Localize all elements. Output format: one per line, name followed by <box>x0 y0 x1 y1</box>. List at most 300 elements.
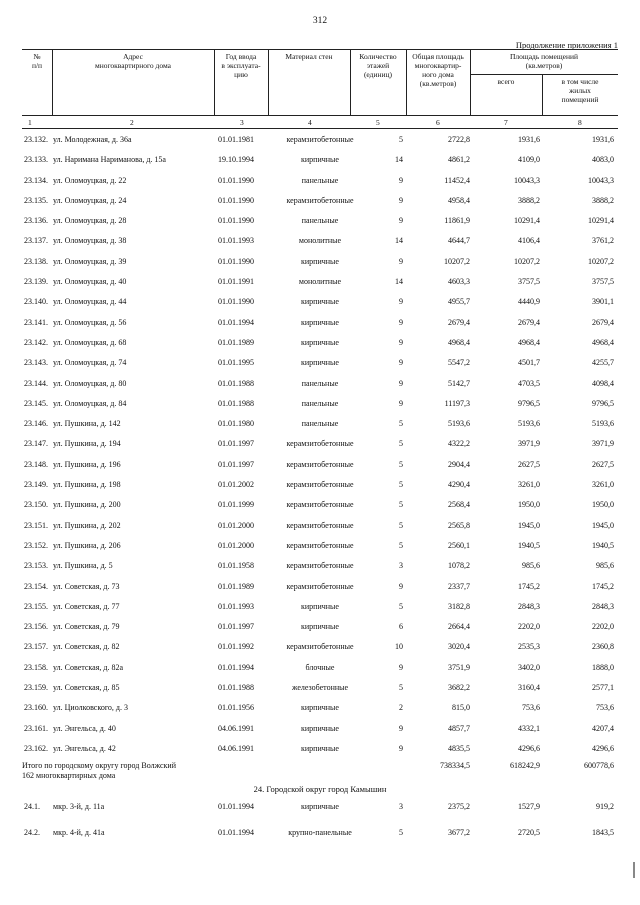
row-material: керамзитобетонные <box>286 540 354 550</box>
table-row <box>22 575 618 595</box>
row-address: ул. Энгельса, д. 42 <box>53 743 116 753</box>
row-residential-area: 3971,9 <box>592 439 614 449</box>
row-number: 23.162. <box>24 743 48 753</box>
row-year: 01.01.1956 <box>218 703 254 713</box>
row-floors: 14 <box>395 155 403 165</box>
row-floors: 9 <box>399 723 403 733</box>
row-all-area: 4501,7 <box>518 358 540 368</box>
header-material: Материал стен <box>285 52 333 61</box>
header-address: Адрес многоквартирного дома <box>95 52 171 70</box>
row-residential-area: 4207,4 <box>592 723 614 733</box>
table-row <box>22 229 618 249</box>
row-all-area: 753,6 <box>522 703 540 713</box>
row-year: 01.01.1990 <box>218 297 254 307</box>
table-row <box>22 412 618 432</box>
row-residential-area: 2360,8 <box>592 642 614 652</box>
row-number: 23.138. <box>24 256 48 266</box>
row-total-area: 4958,4 <box>448 195 470 205</box>
row-year: 01.01.1990 <box>218 216 254 226</box>
table-row <box>22 209 618 229</box>
row-all-area: 2535,3 <box>518 642 540 652</box>
table-row <box>22 148 618 168</box>
row-all-area: 4106,4 <box>518 236 540 246</box>
row-total-area: 2722,8 <box>448 135 470 144</box>
row-residential-area: 2679,4 <box>592 317 614 327</box>
table-row <box>22 392 618 412</box>
row-floors: 5 <box>399 480 403 490</box>
row-floors: 6 <box>399 622 403 632</box>
row-year: 01.01.1997 <box>218 459 254 469</box>
row-all-area: 1945,0 <box>518 520 540 530</box>
row-material: керамзитобетонные <box>286 561 354 571</box>
row-material: кирпичные <box>301 703 339 713</box>
row-total-area: 2568,4 <box>448 500 470 510</box>
row-number: 24.1. <box>24 802 40 811</box>
row-address: ул. Оломоуцкая, д. 84 <box>53 398 127 408</box>
row-total-area: 5547,2 <box>448 358 470 368</box>
row-residential-area: 2848,3 <box>592 601 614 611</box>
row-residential-area: 4083,0 <box>592 155 614 165</box>
row-floors: 9 <box>399 358 403 368</box>
row-year: 01.01.1994 <box>218 662 254 672</box>
row-material: панельные <box>301 398 339 408</box>
row-total-area: 5193,6 <box>448 419 470 429</box>
row-address: ул. Пушкина, д. 194 <box>53 439 121 449</box>
row-number: 23.154. <box>24 581 48 591</box>
row-number: 23.137. <box>24 236 48 246</box>
row-year: 01.01.2000 <box>218 540 254 550</box>
row-material: керамзитобетонные <box>286 500 354 510</box>
row-residential-area: 1940,5 <box>592 540 614 550</box>
row-number: 23.159. <box>24 683 48 693</box>
row-address: ул. Оломоуцкая, д. 39 <box>53 256 127 266</box>
row-all-area: 4296,6 <box>518 743 540 753</box>
row-total-area: 815,0 <box>452 703 470 713</box>
column-number: 6 <box>436 118 440 127</box>
row-residential-area: 9796,5 <box>592 398 614 408</box>
row-floors: 5 <box>399 828 403 837</box>
row-all-area: 1940,5 <box>518 540 540 550</box>
row-floors: 9 <box>399 256 403 266</box>
row-year: 04.06.1991 <box>218 723 254 733</box>
row-residential-area: 2627,5 <box>592 459 614 469</box>
row-number: 23.157. <box>24 642 48 652</box>
row-total-area: 1078,2 <box>448 561 470 571</box>
row-year: 01.01.1988 <box>218 378 254 388</box>
row-address: ул. Оломоуцкая, д. 22 <box>53 175 127 185</box>
row-residential-area: 4255,7 <box>592 358 614 368</box>
row-floors: 10 <box>395 642 403 652</box>
row-all-area: 10043,3 <box>514 175 540 185</box>
row-year: 01.01.1990 <box>218 256 254 266</box>
row-number: 23.142. <box>24 337 48 347</box>
row-material: кирпичные <box>301 601 339 611</box>
row-residential-area: 985,6 <box>596 561 614 571</box>
row-number: 23.133. <box>24 155 48 165</box>
row-all-area: 4703,5 <box>518 378 540 388</box>
row-total-area: 4861,2 <box>448 155 470 165</box>
row-all-area: 3261,0 <box>518 480 540 490</box>
row-address: ул. Пушкина, д. 200 <box>53 500 121 510</box>
column-number: 4 <box>308 118 312 127</box>
row-material: керамзитобетонные <box>286 195 354 205</box>
row-number: 23.158. <box>24 662 48 672</box>
header-floors: Количество этажей (единиц) <box>359 52 397 79</box>
table-row <box>22 128 618 148</box>
row-residential-area: 5193,6 <box>592 419 614 429</box>
row-year: 01.01.1992 <box>218 642 254 652</box>
row-material: кирпичные <box>301 802 339 811</box>
row-year: 01.01.1989 <box>218 581 254 591</box>
row-number: 23.140. <box>24 297 48 307</box>
row-residential-area: 3757,5 <box>592 277 614 287</box>
row-residential-area: 1843,5 <box>592 828 614 837</box>
table-row <box>22 635 618 655</box>
column-number: 3 <box>240 118 244 127</box>
row-all-area: 2627,5 <box>518 459 540 469</box>
row-total-area: 4955,7 <box>448 297 470 307</box>
row-total-area: 4857,7 <box>448 723 470 733</box>
row-floors: 9 <box>399 662 403 672</box>
row-all-area: 4968,4 <box>518 337 540 347</box>
row-total-area: 2904,4 <box>448 459 470 469</box>
row-floors: 14 <box>395 277 403 287</box>
row-number: 23.146. <box>24 419 48 429</box>
row-floors: 3 <box>399 802 403 811</box>
row-material: кирпичные <box>301 358 339 368</box>
scan-edge-mark <box>633 862 635 878</box>
row-year: 01.01.1997 <box>218 439 254 449</box>
row-all-area: 1931,6 <box>518 135 540 144</box>
row-address: ул. Оломоуцкая, д. 44 <box>53 297 127 307</box>
row-address: ул. Советская, д. 82 <box>53 642 120 652</box>
row-address: мкр. 3-й, д. 11а <box>53 802 105 811</box>
table-row <box>22 331 618 351</box>
row-address: ул. Циолковского, д. 3 <box>53 703 128 713</box>
row-floors: 9 <box>399 297 403 307</box>
row-all-area: 10207,2 <box>514 256 540 266</box>
row-material: панельные <box>301 378 339 388</box>
row-material: кирпичные <box>301 317 339 327</box>
row-material: кирпичные <box>301 256 339 266</box>
row-address: мкр. 4-й, д. 41а <box>53 828 105 837</box>
row-year: 01.01.1994 <box>218 317 254 327</box>
row-year: 01.01.1990 <box>218 175 254 185</box>
row-floors: 9 <box>399 378 403 388</box>
table-row <box>22 615 618 635</box>
header-total-area: Общая площадь многоквартир- ного дома (кв.метров) <box>412 52 464 88</box>
row-floors: 9 <box>399 398 403 408</box>
row-address: ул. Оломоуцкая, д. 68 <box>53 337 127 347</box>
row-address: ул. Оломоуцкая, д. 56 <box>53 317 127 327</box>
row-floors: 5 <box>399 540 403 550</box>
table-row <box>22 717 618 737</box>
row-year: 01.01.1988 <box>218 398 254 408</box>
total-residential-sum: 600778,6 <box>584 761 614 770</box>
row-number: 24.2. <box>24 828 40 837</box>
row-material: панельные <box>301 216 339 226</box>
row-residential-area: 753,6 <box>596 703 614 713</box>
row-total-area: 2565,8 <box>448 520 470 530</box>
row-year: 01.01.1995 <box>218 358 254 368</box>
table-row <box>22 250 618 270</box>
row-number: 23.149. <box>24 480 48 490</box>
row-material: керамзитобетонные <box>286 480 354 490</box>
row-all-area: 2679,4 <box>518 317 540 327</box>
row-floors: 9 <box>399 581 403 591</box>
row-number: 23.134. <box>24 175 48 185</box>
table-row <box>22 189 618 209</box>
row-number: 23.161. <box>24 723 48 733</box>
row-year: 01.01.1988 <box>218 683 254 693</box>
row-total-area: 3751,9 <box>448 662 470 672</box>
row-number: 23.141. <box>24 317 48 327</box>
row-address: ул. Советская, д. 79 <box>53 622 120 632</box>
row-residential-area: 10207,2 <box>588 256 614 266</box>
row-all-area: 10291,4 <box>514 216 540 226</box>
row-material: кирпичные <box>301 297 339 307</box>
row-address: ул. Наримана Нариманова, д. 15а <box>53 155 166 165</box>
table-row <box>22 514 618 534</box>
row-address: ул. Оломоуцкая, д. 28 <box>53 216 127 226</box>
row-floors: 9 <box>399 216 403 226</box>
row-year: 01.01.1980 <box>218 419 254 429</box>
table-row <box>22 432 618 452</box>
row-floors: 5 <box>399 520 403 530</box>
row-address: ул. Пушкина, д. 5 <box>53 561 113 571</box>
row-total-area: 2560,1 <box>448 540 470 550</box>
row-floors: 9 <box>399 317 403 327</box>
row-material: кирпичные <box>301 743 339 753</box>
row-address: ул. Оломоуцкая, д. 24 <box>53 195 127 205</box>
row-address: ул. Энгельса, д. 40 <box>53 723 116 733</box>
section-title: 24. Городской округ город Камышин <box>253 784 387 794</box>
row-all-area: 1950,0 <box>518 500 540 510</box>
row-year: 19.10.1994 <box>218 155 254 165</box>
row-all-area: 9796,5 <box>518 398 540 408</box>
row-residential-area: 1945,0 <box>592 520 614 530</box>
row-all-area: 3971,9 <box>518 439 540 449</box>
row-number: 23.156. <box>24 622 48 632</box>
row-total-area: 4644,7 <box>448 236 470 246</box>
row-number: 23.147. <box>24 439 48 449</box>
table-row <box>22 372 618 392</box>
row-total-area: 11861,9 <box>444 216 470 226</box>
row-residential-area: 2202,0 <box>592 622 614 632</box>
row-number: 23.152. <box>24 540 48 550</box>
row-floors: 5 <box>399 683 403 693</box>
table-row <box>22 676 618 696</box>
row-material: панельные <box>301 419 339 429</box>
row-all-area: 5193,6 <box>518 419 540 429</box>
row-all-area: 2720,5 <box>518 828 540 837</box>
row-floors: 9 <box>399 743 403 753</box>
row-number: 23.136. <box>24 216 48 226</box>
row-residential-area: 1931,6 <box>592 135 614 144</box>
row-material: керамзитобетонные <box>286 581 354 591</box>
table-row <box>22 169 618 189</box>
row-number: 23.135. <box>24 195 48 205</box>
row-material: кирпичные <box>301 723 339 733</box>
table-row <box>22 270 618 290</box>
row-all-area: 1527,9 <box>518 802 540 811</box>
row-total-area: 2664,4 <box>448 622 470 632</box>
row-floors: 9 <box>399 195 403 205</box>
row-total-area: 11452,4 <box>444 175 470 185</box>
row-address: ул. Советская, д. 77 <box>53 601 120 611</box>
row-year: 01.01.1993 <box>218 236 254 246</box>
table-row <box>22 656 618 676</box>
row-floors: 2 <box>399 703 403 713</box>
header-all: всего <box>497 77 515 86</box>
column-number: 1 <box>28 118 32 127</box>
row-floors: 9 <box>399 337 403 347</box>
row-address: ул. Оломоуцкая, д. 74 <box>53 358 127 368</box>
row-residential-area: 1888,0 <box>592 662 614 672</box>
row-year: 04.06.1991 <box>218 743 254 753</box>
row-residential-area: 919,2 <box>596 802 614 811</box>
row-number: 23.150. <box>24 500 48 510</box>
row-year: 01.01.2000 <box>218 520 254 530</box>
row-all-area: 3888,2 <box>518 195 540 205</box>
row-number: 23.153. <box>24 561 48 571</box>
row-material: кирпичные <box>301 337 339 347</box>
row-year: 01.01.1991 <box>218 277 254 287</box>
row-material: монолитные <box>298 277 342 287</box>
total-label: Итого по городскому округу город Волжский 162 многоквартирных дома <box>22 761 176 780</box>
row-residential-area: 3888,2 <box>592 195 614 205</box>
continuation-note: Продолжение приложения 1 <box>515 40 618 50</box>
row-floors: 5 <box>399 419 403 429</box>
column-number: 7 <box>504 118 508 127</box>
row-residential-area: 4968,4 <box>592 337 614 347</box>
row-total-area: 2679,4 <box>448 317 470 327</box>
row-year: 01.01.1990 <box>218 195 254 205</box>
row-total-area: 2337,7 <box>448 581 470 591</box>
row-total-area: 10207,2 <box>444 256 470 266</box>
row-total-area: 3020,4 <box>448 642 470 652</box>
row-floors: 14 <box>395 236 403 246</box>
row-total-area: 2375,2 <box>448 802 470 811</box>
table-row <box>22 453 618 473</box>
row-floors: 5 <box>399 135 403 144</box>
row-address: ул. Оломоуцкая, д. 38 <box>53 236 127 246</box>
row-total-area: 11197,3 <box>444 398 470 408</box>
row-all-area: 4440,9 <box>518 297 540 307</box>
row-all-area: 4109,0 <box>518 155 540 165</box>
row-address: ул. Пушкина, д. 196 <box>53 459 121 469</box>
row-floors: 5 <box>399 601 403 611</box>
row-number: 23.139. <box>24 277 48 287</box>
table-body <box>22 128 618 757</box>
table-row <box>22 290 618 310</box>
row-material: керамзитобетонные <box>286 459 354 469</box>
row-floors: 5 <box>399 439 403 449</box>
row-number: 23.145. <box>24 398 48 408</box>
row-all-area: 3402,0 <box>518 662 540 672</box>
row-total-area: 4322,2 <box>448 439 470 449</box>
row-year: 01.01.1997 <box>218 622 254 632</box>
row-floors: 9 <box>399 175 403 185</box>
total-area-sum: 738334,5 <box>440 761 470 770</box>
row-residential-area: 2577,1 <box>592 683 614 693</box>
row-all-area: 1745,2 <box>518 581 540 591</box>
row-address: ул. Молодежная, д. 36а <box>53 135 132 144</box>
row-residential-area: 1950,0 <box>592 500 614 510</box>
row-address: ул. Советская, д. 82а <box>53 662 124 672</box>
column-number: 2 <box>130 118 134 127</box>
row-year: 01.01.1999 <box>218 500 254 510</box>
row-number: 23.143. <box>24 358 48 368</box>
row-material: керамзитобетонные <box>286 642 354 652</box>
row-total-area: 3682,2 <box>448 683 470 693</box>
row-material: панельные <box>301 175 339 185</box>
row-all-area: 3757,5 <box>518 277 540 287</box>
table-row <box>22 351 618 371</box>
header-year: Год ввода в эксплуата- цию <box>221 52 261 79</box>
row-material: керамзитобетонные <box>286 135 354 144</box>
row-total-area: 4603,3 <box>448 277 470 287</box>
row-residential-area: 10291,4 <box>588 216 614 226</box>
row-material: кирпичные <box>301 155 339 165</box>
column-number: 5 <box>376 118 380 127</box>
row-year: 01.01.1989 <box>218 337 254 347</box>
row-all-area: 985,6 <box>522 561 540 571</box>
row-year: 01.01.1994 <box>218 802 254 811</box>
row-residential-area: 3901,1 <box>592 297 614 307</box>
header-no: № п/п <box>31 52 43 70</box>
row-all-area: 3160,4 <box>518 683 540 693</box>
row-number: 23.132. <box>24 135 48 144</box>
row-residential-area: 3761,2 <box>592 236 614 246</box>
row-residential-area: 3261,0 <box>592 480 614 490</box>
row-material: крупно-панельные <box>288 828 352 837</box>
total-all-sum: 618242,9 <box>510 761 540 770</box>
row-number: 23.160. <box>24 703 48 713</box>
column-number: 8 <box>578 118 582 127</box>
table-body-2 <box>22 795 618 847</box>
row-number: 23.151. <box>24 520 48 530</box>
row-residential-area: 10043,3 <box>588 175 614 185</box>
header-premises-area: Площадь помещений (кв.метров) <box>510 52 578 70</box>
row-material: керамзитобетонные <box>286 439 354 449</box>
table-row <box>22 534 618 554</box>
row-number: 23.155. <box>24 601 48 611</box>
table-row <box>22 473 618 493</box>
row-total-area: 3182,8 <box>448 601 470 611</box>
table-row <box>22 737 618 757</box>
row-address: ул. Пушкина, д. 202 <box>53 520 121 530</box>
row-total-area: 4290,4 <box>448 480 470 490</box>
row-year: 01.01.1993 <box>218 601 254 611</box>
row-address: ул. Оломоуцкая, д. 40 <box>53 277 127 287</box>
row-material: кирпичные <box>301 622 339 632</box>
row-material: железобетонные <box>291 683 349 693</box>
row-total-area: 4835,5 <box>448 743 470 753</box>
row-total-area: 4968,4 <box>448 337 470 347</box>
row-residential-area: 4098,4 <box>592 378 614 388</box>
row-year: 01.01.1958 <box>218 561 254 571</box>
row-all-area: 2848,3 <box>518 601 540 611</box>
row-all-area: 2202,0 <box>518 622 540 632</box>
row-floors: 5 <box>399 500 403 510</box>
row-number: 23.148. <box>24 459 48 469</box>
row-address: ул. Оломоуцкая, д. 80 <box>53 378 127 388</box>
table-row <box>22 311 618 331</box>
row-address: ул. Пушкина, д. 206 <box>53 540 121 550</box>
header-residential: в том числе жилых помещений <box>561 77 599 104</box>
table-row <box>22 595 618 615</box>
